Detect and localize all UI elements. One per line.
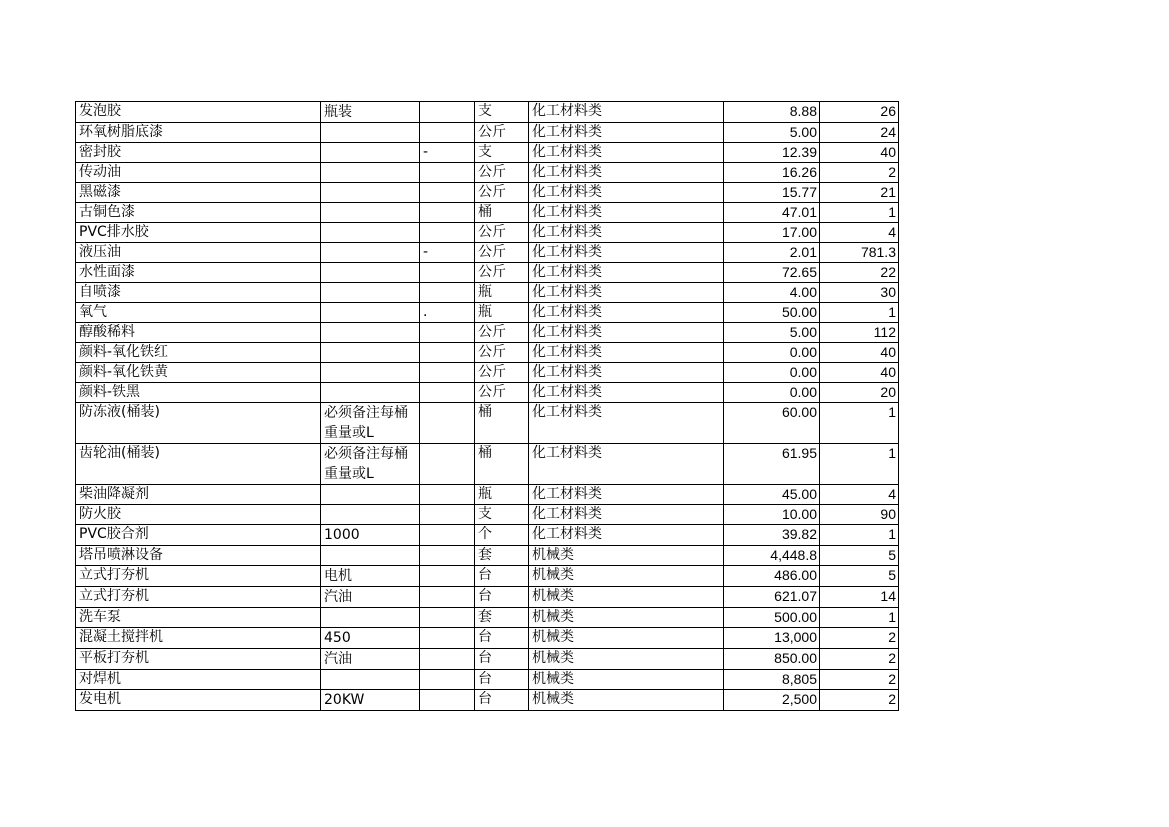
item-mark-cell[interactable] bbox=[420, 546, 475, 566]
item-category-cell[interactable]: 化工材料类 bbox=[529, 505, 724, 525]
item-name-cell[interactable]: 密封胶 bbox=[76, 143, 321, 163]
item-name-cell[interactable]: 齿轮油(桶装) bbox=[76, 444, 321, 485]
item-mark-cell[interactable] bbox=[420, 123, 475, 143]
item-spec-cell[interactable] bbox=[321, 203, 420, 223]
item-price-cell[interactable]: 15.77 bbox=[724, 183, 820, 203]
item-spec-cell[interactable] bbox=[321, 263, 420, 283]
item-price-cell[interactable]: 17.00 bbox=[724, 223, 820, 243]
item-category-cell[interactable]: 化工材料类 bbox=[529, 223, 724, 243]
table-row bbox=[76, 343, 899, 363]
table-row bbox=[76, 566, 899, 587]
item-category-cell[interactable]: 化工材料类 bbox=[529, 263, 724, 283]
table-row bbox=[76, 444, 899, 485]
item-qty-cell[interactable]: 40 bbox=[820, 363, 899, 383]
item-price-cell[interactable]: 0.00 bbox=[724, 363, 820, 383]
item-mark-cell[interactable] bbox=[420, 343, 475, 363]
table-row bbox=[76, 323, 899, 343]
item-price-cell[interactable]: 0.00 bbox=[724, 343, 820, 363]
item-price-cell[interactable]: 8.88 bbox=[724, 102, 820, 123]
item-name-cell[interactable]: 颜料-氧化铁黄 bbox=[76, 363, 321, 383]
item-unit-cell[interactable]: 台 bbox=[475, 690, 529, 711]
item-qty-cell[interactable]: 1 bbox=[820, 608, 899, 628]
item-spec-cell[interactable]: 20KW bbox=[321, 690, 420, 711]
item-spec-cell[interactable] bbox=[321, 223, 420, 243]
item-category-cell[interactable]: 化工材料类 bbox=[529, 383, 724, 403]
item-name-cell[interactable]: 黑磁漆 bbox=[76, 183, 321, 203]
item-qty-cell[interactable]: 22 bbox=[820, 263, 899, 283]
item-price-cell[interactable]: 5.00 bbox=[724, 123, 820, 143]
item-mark-cell[interactable] bbox=[420, 444, 475, 485]
item-qty-cell[interactable]: 2 bbox=[820, 163, 899, 183]
item-unit-cell[interactable]: 公斤 bbox=[475, 343, 529, 363]
item-spec-cell[interactable] bbox=[321, 670, 420, 690]
item-category-cell[interactable]: 机械类 bbox=[529, 546, 724, 566]
item-category-cell[interactable]: 化工材料类 bbox=[529, 102, 724, 123]
item-name-cell[interactable]: 立式打夯机 bbox=[76, 566, 321, 587]
item-name-cell[interactable]: 液压油 bbox=[76, 243, 321, 263]
item-category-cell[interactable]: 化工材料类 bbox=[529, 303, 724, 323]
table-body bbox=[76, 102, 899, 711]
item-spec-cell[interactable]: 汽油 bbox=[321, 649, 420, 670]
table-row bbox=[76, 263, 899, 283]
item-qty-cell[interactable]: 4 bbox=[820, 223, 899, 243]
item-price-cell[interactable]: 486.00 bbox=[724, 566, 820, 587]
item-qty-cell[interactable]: 2 bbox=[820, 670, 899, 690]
item-price-cell[interactable]: 13,000 bbox=[724, 628, 820, 649]
item-name-cell[interactable]: 柴油降凝剂 bbox=[76, 485, 321, 505]
item-unit-cell[interactable]: 支 bbox=[475, 505, 529, 525]
table-row bbox=[76, 283, 899, 303]
item-spec-cell[interactable] bbox=[321, 343, 420, 363]
item-price-cell[interactable]: 45.00 bbox=[724, 485, 820, 505]
item-category-cell[interactable]: 化工材料类 bbox=[529, 143, 724, 163]
item-category-cell[interactable]: 化工材料类 bbox=[529, 183, 724, 203]
item-mark-cell[interactable] bbox=[420, 263, 475, 283]
item-qty-cell[interactable]: 2 bbox=[820, 690, 899, 711]
item-qty-cell[interactable]: 112 bbox=[820, 323, 899, 343]
item-qty-cell[interactable]: 5 bbox=[820, 546, 899, 566]
materials-table bbox=[75, 101, 899, 711]
table-row bbox=[76, 203, 899, 223]
item-name-cell[interactable]: PVC排水胶 bbox=[76, 223, 321, 243]
item-qty-cell[interactable]: 1 bbox=[820, 403, 899, 444]
item-price-cell[interactable]: 8,805 bbox=[724, 670, 820, 690]
item-mark-cell[interactable] bbox=[420, 690, 475, 711]
item-price-cell[interactable]: 61.95 bbox=[724, 444, 820, 485]
table-row bbox=[76, 525, 899, 546]
item-name-cell[interactable]: 水性面漆 bbox=[76, 263, 321, 283]
item-name-cell[interactable]: 平板打夯机 bbox=[76, 649, 321, 670]
item-qty-cell[interactable]: 2 bbox=[820, 628, 899, 649]
item-name-cell[interactable]: 防冻液(桶装) bbox=[76, 403, 321, 444]
item-name-cell[interactable]: 混凝土搅拌机 bbox=[76, 628, 321, 649]
item-price-cell[interactable]: 2,500 bbox=[724, 690, 820, 711]
item-spec-cell[interactable]: 1000 bbox=[321, 525, 420, 546]
item-mark-cell[interactable]: - bbox=[420, 243, 475, 263]
item-mark-cell[interactable] bbox=[420, 363, 475, 383]
table-row bbox=[76, 363, 899, 383]
item-spec-cell[interactable] bbox=[321, 505, 420, 525]
item-name-cell[interactable]: 洗车泵 bbox=[76, 608, 321, 628]
item-spec-cell[interactable] bbox=[321, 283, 420, 303]
item-spec-cell[interactable]: 450 bbox=[321, 628, 420, 649]
item-spec-cell[interactable] bbox=[321, 303, 420, 323]
item-name-cell[interactable]: 醇酸稀料 bbox=[76, 323, 321, 343]
item-category-cell[interactable]: 机械类 bbox=[529, 566, 724, 587]
item-unit-cell[interactable]: 台 bbox=[475, 649, 529, 670]
table-row bbox=[76, 403, 899, 444]
item-qty-cell[interactable]: 26 bbox=[820, 102, 899, 123]
item-mark-cell[interactable] bbox=[420, 649, 475, 670]
item-qty-cell[interactable]: 4 bbox=[820, 485, 899, 505]
item-name-cell[interactable]: 防火胶 bbox=[76, 505, 321, 525]
item-qty-cell[interactable]: 1 bbox=[820, 525, 899, 546]
item-price-cell[interactable]: 50.00 bbox=[724, 303, 820, 323]
item-price-cell[interactable]: 47.01 bbox=[724, 203, 820, 223]
item-spec-cell[interactable]: 必须备注每桶重量或L bbox=[321, 444, 420, 485]
item-mark-cell[interactable] bbox=[420, 628, 475, 649]
item-name-cell[interactable]: 发泡胶 bbox=[76, 102, 321, 123]
item-unit-cell[interactable]: 套 bbox=[475, 608, 529, 628]
item-name-cell[interactable]: 颜料-氧化铁红 bbox=[76, 343, 321, 363]
item-category-cell[interactable]: 化工材料类 bbox=[529, 525, 724, 546]
item-price-cell[interactable]: 0.00 bbox=[724, 383, 820, 403]
item-price-cell[interactable]: 621.07 bbox=[724, 587, 820, 608]
item-unit-cell[interactable]: 台 bbox=[475, 566, 529, 587]
item-qty-cell[interactable]: 1 bbox=[820, 303, 899, 323]
item-qty-cell[interactable]: 20 bbox=[820, 383, 899, 403]
item-price-cell[interactable]: 500.00 bbox=[724, 608, 820, 628]
item-spec-cell[interactable] bbox=[321, 546, 420, 566]
item-name-cell[interactable]: 传动油 bbox=[76, 163, 321, 183]
item-unit-cell[interactable]: 公斤 bbox=[475, 223, 529, 243]
item-category-cell[interactable]: 化工材料类 bbox=[529, 323, 724, 343]
item-category-cell[interactable]: 机械类 bbox=[529, 670, 724, 690]
item-category-cell[interactable]: 化工材料类 bbox=[529, 363, 724, 383]
item-spec-cell[interactable]: 必须备注每桶重量或L bbox=[321, 403, 420, 444]
table-row bbox=[76, 587, 899, 608]
item-price-cell[interactable]: 60.00 bbox=[724, 403, 820, 444]
table-row bbox=[76, 690, 899, 711]
item-mark-cell[interactable]: - bbox=[420, 143, 475, 163]
item-mark-cell[interactable] bbox=[420, 403, 475, 444]
item-qty-cell[interactable]: 1 bbox=[820, 444, 899, 485]
table-row bbox=[76, 546, 899, 566]
item-unit-cell[interactable]: 瓶 bbox=[475, 485, 529, 505]
item-unit-cell[interactable]: 台 bbox=[475, 587, 529, 608]
table-row bbox=[76, 383, 899, 403]
table-row bbox=[76, 505, 899, 525]
item-price-cell[interactable]: 2.01 bbox=[724, 243, 820, 263]
table-row bbox=[76, 303, 899, 323]
item-mark-cell[interactable] bbox=[420, 283, 475, 303]
item-unit-cell[interactable]: 瓶 bbox=[475, 283, 529, 303]
item-price-cell[interactable]: 10.00 bbox=[724, 505, 820, 525]
table-row bbox=[76, 183, 899, 203]
item-spec-cell[interactable] bbox=[321, 608, 420, 628]
item-unit-cell[interactable]: 公斤 bbox=[475, 363, 529, 383]
item-category-cell[interactable]: 化工材料类 bbox=[529, 123, 724, 143]
item-name-cell[interactable]: PVC胶合剂 bbox=[76, 525, 321, 546]
item-mark-cell[interactable] bbox=[420, 102, 475, 123]
item-mark-cell[interactable]: . bbox=[420, 303, 475, 323]
item-spec-cell[interactable] bbox=[321, 323, 420, 343]
table-row bbox=[76, 628, 899, 649]
item-spec-cell[interactable] bbox=[321, 123, 420, 143]
item-unit-cell[interactable]: 台 bbox=[475, 628, 529, 649]
table-row bbox=[76, 102, 899, 123]
item-price-cell[interactable]: 4.00 bbox=[724, 283, 820, 303]
item-spec-cell[interactable] bbox=[321, 363, 420, 383]
item-spec-cell[interactable] bbox=[321, 163, 420, 183]
item-unit-cell[interactable]: 瓶 bbox=[475, 303, 529, 323]
item-unit-cell[interactable]: 桶 bbox=[475, 203, 529, 223]
item-unit-cell[interactable]: 公斤 bbox=[475, 323, 529, 343]
item-unit-cell[interactable]: 台 bbox=[475, 670, 529, 690]
item-name-cell[interactable]: 自喷漆 bbox=[76, 283, 321, 303]
item-price-cell[interactable]: 72.65 bbox=[724, 263, 820, 283]
item-qty-cell[interactable]: 2 bbox=[820, 649, 899, 670]
item-category-cell[interactable]: 机械类 bbox=[529, 649, 724, 670]
item-qty-cell[interactable]: 21 bbox=[820, 183, 899, 203]
item-price-cell[interactable]: 4,448.8 bbox=[724, 546, 820, 566]
table-row bbox=[76, 143, 899, 163]
item-unit-cell[interactable]: 桶 bbox=[475, 444, 529, 485]
table-row bbox=[76, 243, 899, 263]
item-unit-cell[interactable]: 公斤 bbox=[475, 163, 529, 183]
item-category-cell[interactable]: 化工材料类 bbox=[529, 163, 724, 183]
item-name-cell[interactable]: 古铜色漆 bbox=[76, 203, 321, 223]
item-category-cell[interactable]: 化工材料类 bbox=[529, 243, 724, 263]
item-category-cell[interactable]: 机械类 bbox=[529, 608, 724, 628]
item-qty-cell[interactable]: 1 bbox=[820, 203, 899, 223]
table-row bbox=[76, 670, 899, 690]
item-spec-cell[interactable] bbox=[321, 383, 420, 403]
item-mark-cell[interactable] bbox=[420, 383, 475, 403]
item-qty-cell[interactable]: 40 bbox=[820, 343, 899, 363]
item-qty-cell[interactable]: 5 bbox=[820, 566, 899, 587]
item-mark-cell[interactable] bbox=[420, 203, 475, 223]
item-mark-cell[interactable] bbox=[420, 525, 475, 546]
item-mark-cell[interactable] bbox=[420, 183, 475, 203]
item-price-cell[interactable]: 5.00 bbox=[724, 323, 820, 343]
item-category-cell[interactable]: 化工材料类 bbox=[529, 283, 724, 303]
table-row bbox=[76, 163, 899, 183]
item-name-cell[interactable]: 发电机 bbox=[76, 690, 321, 711]
item-spec-cell[interactable]: 电机 bbox=[321, 566, 420, 587]
item-category-cell[interactable]: 机械类 bbox=[529, 628, 724, 649]
item-mark-cell[interactable] bbox=[420, 608, 475, 628]
item-unit-cell[interactable]: 公斤 bbox=[475, 263, 529, 283]
item-name-cell[interactable]: 颜料-铁黑 bbox=[76, 383, 321, 403]
item-qty-cell[interactable]: 781.3 bbox=[820, 243, 899, 263]
item-spec-cell[interactable]: 瓶装 bbox=[321, 102, 420, 123]
item-category-cell[interactable]: 化工材料类 bbox=[529, 444, 724, 485]
item-price-cell[interactable]: 12.39 bbox=[724, 143, 820, 163]
table-row bbox=[76, 608, 899, 628]
item-name-cell[interactable]: 环氧树脂底漆 bbox=[76, 123, 321, 143]
item-name-cell[interactable]: 对焊机 bbox=[76, 670, 321, 690]
item-price-cell[interactable]: 16.26 bbox=[724, 163, 820, 183]
item-qty-cell[interactable]: 40 bbox=[820, 143, 899, 163]
table-row bbox=[76, 123, 899, 143]
item-category-cell[interactable]: 化工材料类 bbox=[529, 203, 724, 223]
item-qty-cell[interactable]: 30 bbox=[820, 283, 899, 303]
item-spec-cell[interactable]: 汽油 bbox=[321, 587, 420, 608]
item-qty-cell[interactable]: 90 bbox=[820, 505, 899, 525]
item-unit-cell[interactable]: 支 bbox=[475, 143, 529, 163]
item-category-cell[interactable]: 化工材料类 bbox=[529, 343, 724, 363]
item-name-cell[interactable]: 立式打夯机 bbox=[76, 587, 321, 608]
item-spec-cell[interactable] bbox=[321, 183, 420, 203]
item-mark-cell[interactable] bbox=[420, 670, 475, 690]
item-spec-cell[interactable] bbox=[321, 243, 420, 263]
item-spec-cell[interactable] bbox=[321, 485, 420, 505]
item-mark-cell[interactable] bbox=[420, 587, 475, 608]
table-row bbox=[76, 649, 899, 670]
item-mark-cell[interactable] bbox=[420, 223, 475, 243]
item-unit-cell[interactable]: 公斤 bbox=[475, 383, 529, 403]
item-unit-cell[interactable]: 公斤 bbox=[475, 123, 529, 143]
item-mark-cell[interactable] bbox=[420, 505, 475, 525]
item-category-cell[interactable]: 机械类 bbox=[529, 587, 724, 608]
item-unit-cell[interactable]: 个 bbox=[475, 525, 529, 546]
table-row bbox=[76, 485, 899, 505]
item-category-cell[interactable]: 化工材料类 bbox=[529, 403, 724, 444]
item-qty-cell[interactable]: 14 bbox=[820, 587, 899, 608]
item-mark-cell[interactable] bbox=[420, 163, 475, 183]
item-mark-cell[interactable] bbox=[420, 566, 475, 587]
item-category-cell[interactable]: 机械类 bbox=[529, 690, 724, 711]
item-unit-cell[interactable]: 公斤 bbox=[475, 243, 529, 263]
item-qty-cell[interactable]: 24 bbox=[820, 123, 899, 143]
item-unit-cell[interactable]: 支 bbox=[475, 102, 529, 123]
item-unit-cell[interactable]: 套 bbox=[475, 546, 529, 566]
item-mark-cell[interactable] bbox=[420, 485, 475, 505]
item-price-cell[interactable]: 39.82 bbox=[724, 525, 820, 546]
item-price-cell[interactable]: 850.00 bbox=[724, 649, 820, 670]
item-name-cell[interactable]: 塔吊喷淋设备 bbox=[76, 546, 321, 566]
item-category-cell[interactable]: 化工材料类 bbox=[529, 485, 724, 505]
item-unit-cell[interactable]: 公斤 bbox=[475, 183, 529, 203]
table-row bbox=[76, 223, 899, 243]
item-spec-cell[interactable] bbox=[321, 143, 420, 163]
item-mark-cell[interactable] bbox=[420, 323, 475, 343]
item-name-cell[interactable]: 氧气 bbox=[76, 303, 321, 323]
item-unit-cell[interactable]: 桶 bbox=[475, 403, 529, 444]
